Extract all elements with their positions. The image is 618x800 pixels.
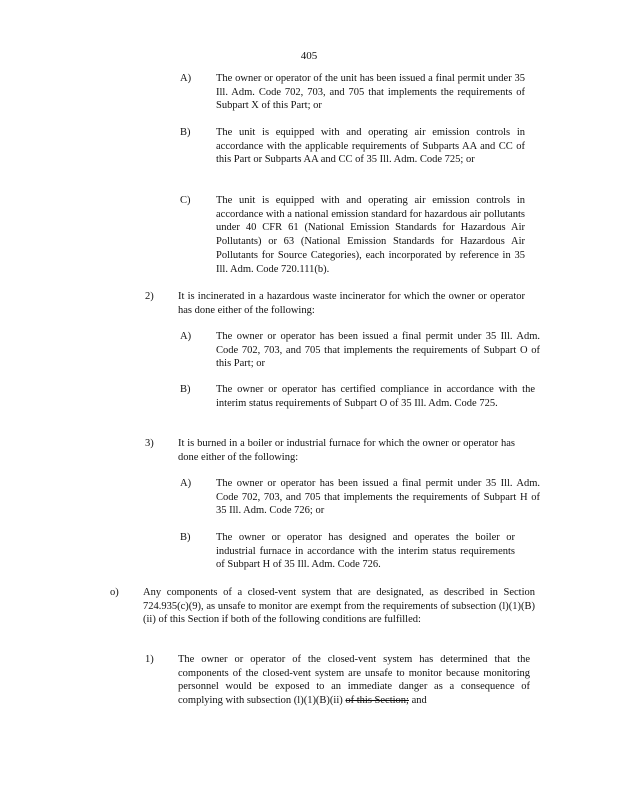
item-text-tail: and xyxy=(411,695,427,707)
item-label: 3) xyxy=(145,438,154,449)
item-label: C) xyxy=(180,195,191,206)
struck-text: of this Section; xyxy=(345,695,409,707)
item-text: The owner or operator has been issued a final permit under 35 Ill. Adm. Code 702, 703, and 705 that implements the requirements of Subpart H of 35 Ill. Adm. Code 726; or xyxy=(216,478,540,517)
item-label: 2) xyxy=(145,291,154,302)
item-text: The owner or operator has designed and operates the boiler or industrial furnace in accordance with the interim status requirements of Subpart H of 35 Ill. Adm. Code 726. xyxy=(216,532,515,571)
item-text: Any components of a closed-vent system that are designated, as described in Section 724.935(c)(9), as unsafe to monitor are exempt from the requirements of subsection (l)(1)(B)(ii) of this Section if both of the following conditions are fulfilled: xyxy=(143,587,535,626)
item-label: A) xyxy=(180,331,192,342)
item-text: It is burned in a boiler or industrial furnace for which the owner or operator has done either of the following: xyxy=(178,438,515,463)
item-text xyxy=(178,653,530,708)
item-text: The owner or operator of the unit has been issued a final permit under 35 Ill. Adm. Code 702, 703, and 705 that implements the requirements of Subpart X of this Part; or xyxy=(216,73,525,112)
page-number: 405 xyxy=(300,50,318,62)
item-label: A) xyxy=(180,73,192,84)
item-text: The owner or operator has been issued a final permit under 35 Ill. Adm. Code 702, 703, and 705 that implements the requirements of Subpart O of this Part; or xyxy=(216,331,540,370)
item-label: B) xyxy=(180,532,191,543)
item-label: A) xyxy=(180,478,192,489)
item-label: o) xyxy=(110,587,119,598)
item-text: The unit is equipped with and operating air emission controls in accordance with a national emission standard for hazardous air pollutants under 40 CFR 61 (National Emission Standards for Hazardous Air Pollutants) or 63 (National Emission Standards for Hazardous Air Pollutants for Source Categories), each incorporated by reference in 35 Ill. Adm. Code 720.111(b). xyxy=(216,195,525,275)
item-text-main: The owner or operator of the closed-vent system has determined that the components of the closed-vent system are unsafe to monitor because monitoring personnel would be exposed to an immediate danger as a consequence of complying with subsection (l)(1)(B)(ii) xyxy=(178,654,530,707)
item-text: The unit is equipped with and operating air emission controls in accordance with the applicable requirements of Subparts AA and CC of this Part or Subparts AA and CC of 35 Ill. Adm. Code 725; or xyxy=(216,127,525,166)
item-label: B) xyxy=(180,127,191,138)
item-label: 1) xyxy=(145,654,154,665)
item-text: The owner or operator has certified compliance in accordance with the interim status requirements of Subpart O of 35 Ill. Adm. Code 725. xyxy=(216,384,535,409)
item-text: It is incinerated in a hazardous waste incinerator for which the owner or operator has done either of the following: xyxy=(178,291,525,316)
item-label: B) xyxy=(180,384,191,395)
